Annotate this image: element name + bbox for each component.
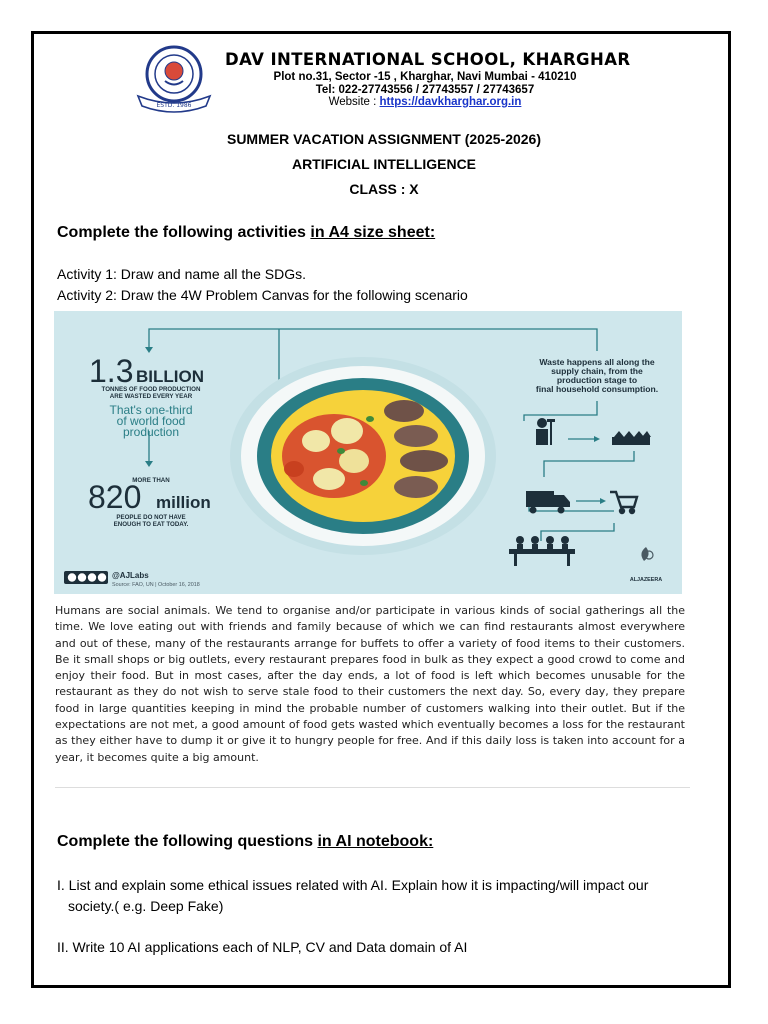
svg-text:ESTD. 1986: ESTD. 1986 bbox=[156, 102, 192, 109]
waste-text-4: final household consumption. bbox=[535, 384, 659, 394]
brand-text: ALJAZEERA bbox=[629, 577, 663, 583]
website-label: Website : bbox=[328, 96, 380, 108]
questions-heading-underlined: in AI notebook: bbox=[317, 833, 434, 850]
school-phone: Tel: 022-27743556 / 27743557 / 27743657 bbox=[315, 84, 535, 96]
activity-2: Activity 2: Draw the 4W Problem Canvas for the following scenario bbox=[57, 287, 468, 303]
school-logo bbox=[134, 44, 212, 116]
subject-title: ARTIFICIAL INTELLIGENCE bbox=[291, 156, 477, 172]
crates-icon bbox=[612, 431, 651, 445]
waste-text-2: supply chain, from the bbox=[551, 366, 643, 376]
question-2: II. Write 10 AI applications each of NLP, CV and Data domain of AI bbox=[57, 939, 468, 955]
activities-heading-underlined: in A4 size sheet: bbox=[310, 224, 436, 241]
stat1-caption-2: ARE WASTED EVERY YEAR bbox=[109, 393, 193, 400]
stat2-unit: million bbox=[156, 493, 211, 512]
waste-text-3: production stage to bbox=[556, 375, 638, 385]
waste-text-1: Waste happens all along the bbox=[539, 357, 655, 367]
school-address: Plot no.31, Sector -15 , Kharghar, Navi Mumbai - 410210 bbox=[273, 71, 577, 83]
stat1-sub-3: production bbox=[122, 425, 180, 439]
school-name: DAV INTERNATIONAL SCHOOL, KHARGHAR bbox=[225, 50, 631, 69]
divider bbox=[55, 787, 690, 788]
stat1-sub-2: of world food bbox=[116, 414, 186, 428]
school-website bbox=[225, 96, 625, 108]
scenario-paragraph: Humans are social animals. We tend to organise and/or participate in various kinds of social gatherings all the time. We love eating out with friends and family because of which we can find restaurants almost everywhere and out of these, many of the restaurants arrange for buffets to offer a variety of food items to their customers. Be it small shops or big outlets, every restaurant prepares food in bulk as they expect a good crowd to come and enjoy their food. But in most cases, after the day ends, a lot of food is left which becomes unusable for the restaurant as they do not wish to serve stale food to their customers the next day. So, every day, they prepare food in large quantities keeping in mind the probable number of customers walking into their outlet. But if the expectations are not met, a good amount of food gets wasted which eventually becomes a loss for the restaurant as they either have to dump it or give it to hungry people for free. And if this daily loss is taken into account for a year, it becomes quite a big amount. bbox=[55, 604, 685, 764]
class-title: CLASS : X bbox=[349, 181, 419, 197]
stat2-caption-2: ENOUGH TO EAT TODAY. bbox=[113, 521, 189, 528]
activity-1: Activity 1: Draw and name all the SDGs. bbox=[57, 266, 306, 282]
activities-heading: Complete the following activities in A4 size sheet: bbox=[57, 224, 436, 241]
assignment-title: SUMMER VACATION ASSIGNMENT (2025-2026) bbox=[226, 131, 541, 147]
stat1-number: 1.3 bbox=[89, 353, 134, 389]
food-plate-illustration bbox=[230, 357, 496, 555]
stat1-unit: BILLION bbox=[136, 367, 204, 386]
stat1-caption-1: TONNES OF FOOD PRODUCTION bbox=[101, 386, 201, 393]
stat1-sub-1: That's one-third bbox=[109, 403, 193, 417]
cart-icon bbox=[610, 492, 637, 513]
stat2-number: 820 bbox=[88, 479, 142, 515]
credit-source: Source: FAO, UN | October 16, 2018 bbox=[112, 582, 200, 588]
dining-table-icon bbox=[509, 536, 575, 566]
truck-icon bbox=[526, 491, 570, 514]
aljazeera-logo bbox=[630, 547, 662, 583]
stat2-prefix: MORE THAN bbox=[132, 477, 170, 484]
cc-license-badge bbox=[64, 571, 108, 584]
website-link[interactable]: https://davkharghar.org.in bbox=[379, 96, 522, 108]
credit-handle: @AJLabs bbox=[112, 571, 149, 580]
question-1: I. List and explain some ethical issues related with AI. Explain how it is impacting/will impact our society.( e.g. Deep Fake) bbox=[57, 877, 649, 914]
food-waste-infographic bbox=[54, 311, 682, 594]
stat2-caption-1: PEOPLE DO NOT HAVE bbox=[116, 514, 186, 521]
questions-heading: Complete the following questions in AI notebook: bbox=[57, 833, 434, 850]
farmer-icon bbox=[536, 418, 555, 445]
